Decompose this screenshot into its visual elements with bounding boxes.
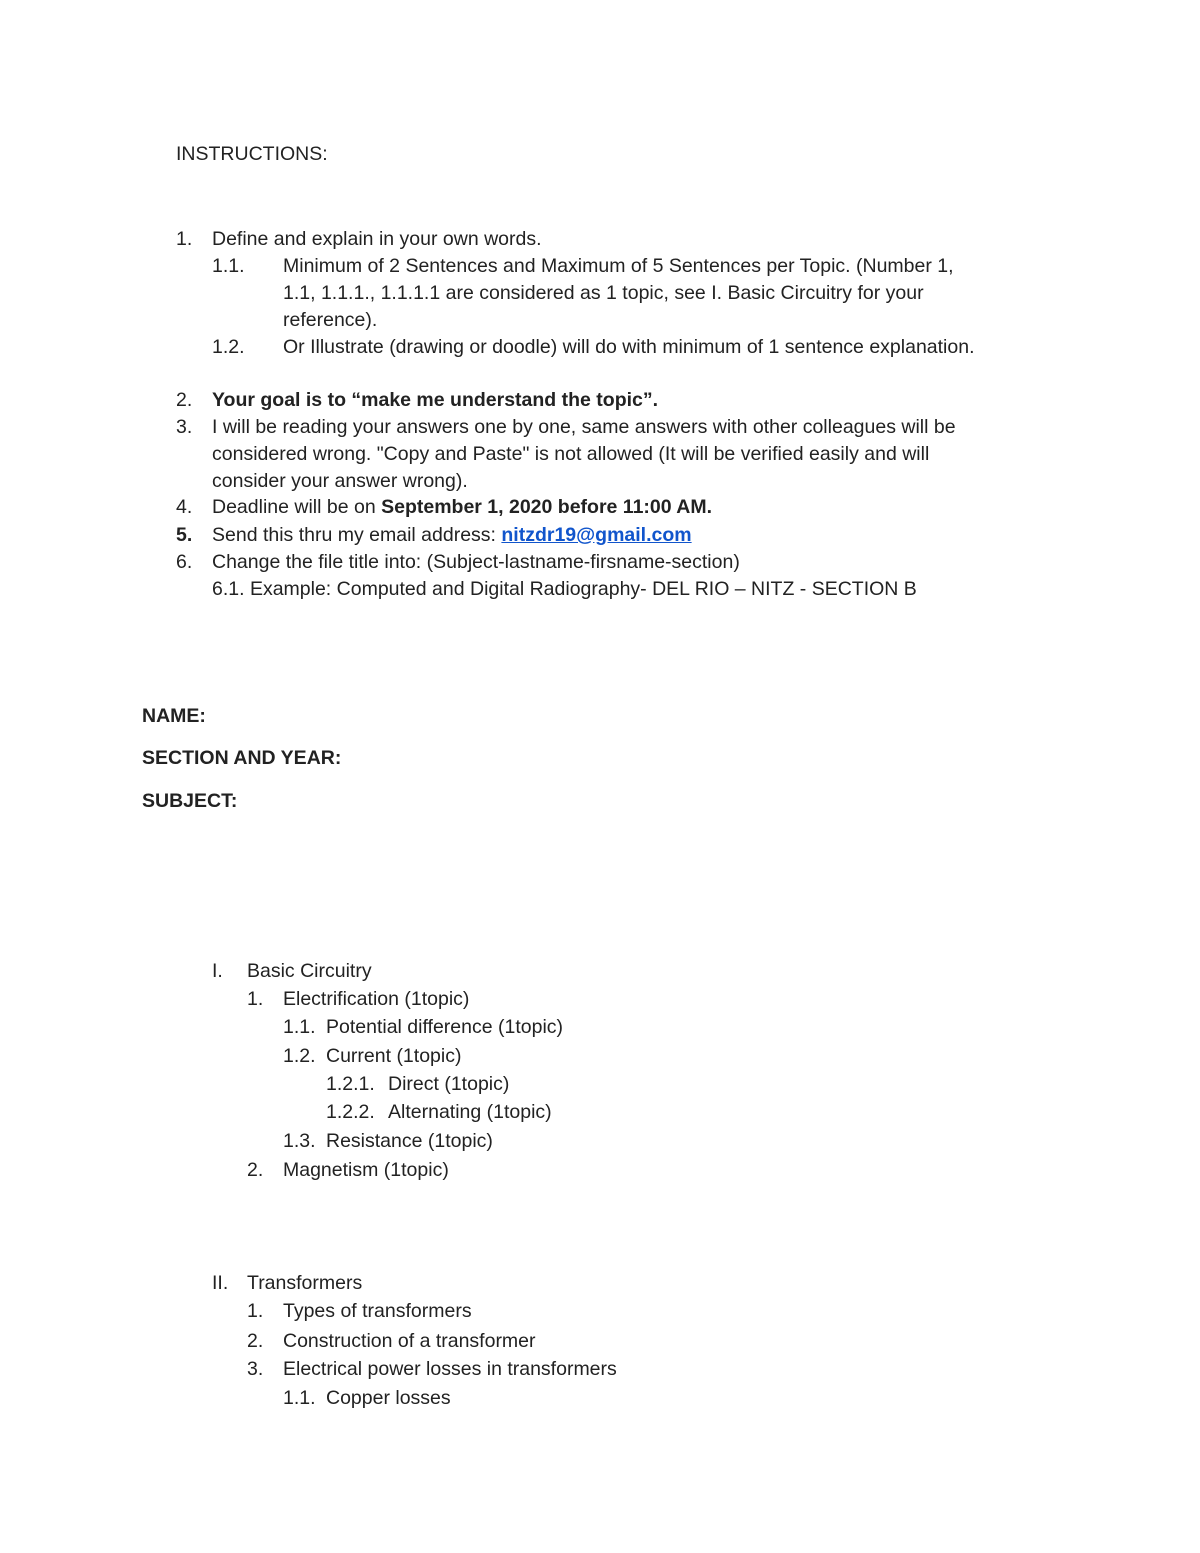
current-text: Current (1topic) bbox=[326, 1045, 462, 1067]
part2-number: II. bbox=[212, 1272, 229, 1294]
item5-prefix: Send this thru my email address: bbox=[212, 524, 502, 546]
item3-number: 3. bbox=[176, 416, 193, 438]
current-number: 1.2. bbox=[283, 1045, 316, 1067]
item6-text: Change the file title into: (Subject-lastname-firsname-section) bbox=[212, 551, 740, 573]
section-year-label: SECTION AND YEAR: bbox=[142, 747, 342, 769]
resistance-number: 1.3. bbox=[283, 1130, 316, 1152]
item6-example: 6.1. Example: Computed and Digital Radiography- DEL RIO – NITZ - SECTION B bbox=[212, 578, 917, 600]
item2-text: Your goal is to “make me understand the topic”. bbox=[212, 389, 659, 411]
item1-1-number: 1.1. bbox=[212, 255, 245, 277]
electrification-number: 1. bbox=[247, 988, 264, 1010]
item1-1-line3: reference). bbox=[283, 309, 378, 331]
name-label: NAME: bbox=[142, 705, 206, 727]
alternating-text: Alternating (1topic) bbox=[388, 1101, 552, 1123]
part1-title: Basic Circuitry bbox=[247, 960, 372, 982]
item5-number: 5. bbox=[176, 524, 193, 546]
item4-number: 4. bbox=[176, 496, 193, 518]
item1-2-text: Or Illustrate (drawing or doodle) will do with minimum of 1 sentence explanation. bbox=[283, 336, 975, 358]
magnetism-text: Magnetism (1topic) bbox=[283, 1159, 449, 1181]
electrification-text: Electrification (1topic) bbox=[283, 988, 470, 1010]
direct-number: 1.2.1. bbox=[326, 1073, 375, 1095]
losses-text: Electrical power losses in transformers bbox=[283, 1358, 617, 1380]
email-link[interactable]: nitzdr19@gmail.com bbox=[501, 524, 692, 546]
magnetism-number: 2. bbox=[247, 1159, 264, 1181]
item6-number: 6. bbox=[176, 551, 193, 573]
alternating-number: 1.2.2. bbox=[326, 1101, 375, 1123]
potential-number: 1.1. bbox=[283, 1016, 316, 1038]
item1-number: 1. bbox=[176, 228, 193, 250]
item2-number: 2. bbox=[176, 389, 193, 411]
item3-line1: I will be reading your answers one by one, same answers with other colleagues will be bbox=[212, 416, 956, 438]
item1-1-line2: 1.1, 1.1.1., 1.1.1.1 are considered as 1 topic, see I. Basic Circuitry for your bbox=[283, 282, 924, 304]
part2-title: Transformers bbox=[247, 1272, 363, 1294]
construction-text: Construction of a transformer bbox=[283, 1330, 536, 1352]
copper-text: Copper losses bbox=[326, 1387, 451, 1409]
resistance-text: Resistance (1topic) bbox=[326, 1130, 493, 1152]
potential-text: Potential difference (1topic) bbox=[326, 1016, 564, 1038]
item1-2-number: 1.2. bbox=[212, 336, 245, 358]
direct-text: Direct (1topic) bbox=[388, 1073, 510, 1095]
types-number: 1. bbox=[247, 1300, 264, 1322]
item1-1-line1: Minimum of 2 Sentences and Maximum of 5 Sentences per Topic. (Number 1, bbox=[283, 255, 954, 277]
types-text: Types of transformers bbox=[283, 1300, 472, 1322]
instructions-heading: INSTRUCTIONS: bbox=[176, 143, 328, 165]
deadline: September 1, 2020 before 11:00 AM. bbox=[381, 496, 713, 518]
item4-prefix: Deadline will be on bbox=[212, 496, 382, 518]
item5-text bbox=[212, 526, 692, 546]
item3-line3: consider your answer wrong). bbox=[212, 470, 468, 492]
losses-number: 3. bbox=[247, 1358, 264, 1380]
construction-number: 2. bbox=[247, 1330, 264, 1352]
item3-line2: considered wrong. "Copy and Paste" is not allowed (It will be verified easily and will bbox=[212, 443, 930, 465]
item1-text: Define and explain in your own words. bbox=[212, 228, 542, 250]
copper-number: 1.1. bbox=[283, 1387, 316, 1409]
subject-label: SUBJECT: bbox=[142, 790, 238, 812]
item4-text bbox=[212, 498, 712, 518]
part1-number: I. bbox=[212, 960, 223, 982]
